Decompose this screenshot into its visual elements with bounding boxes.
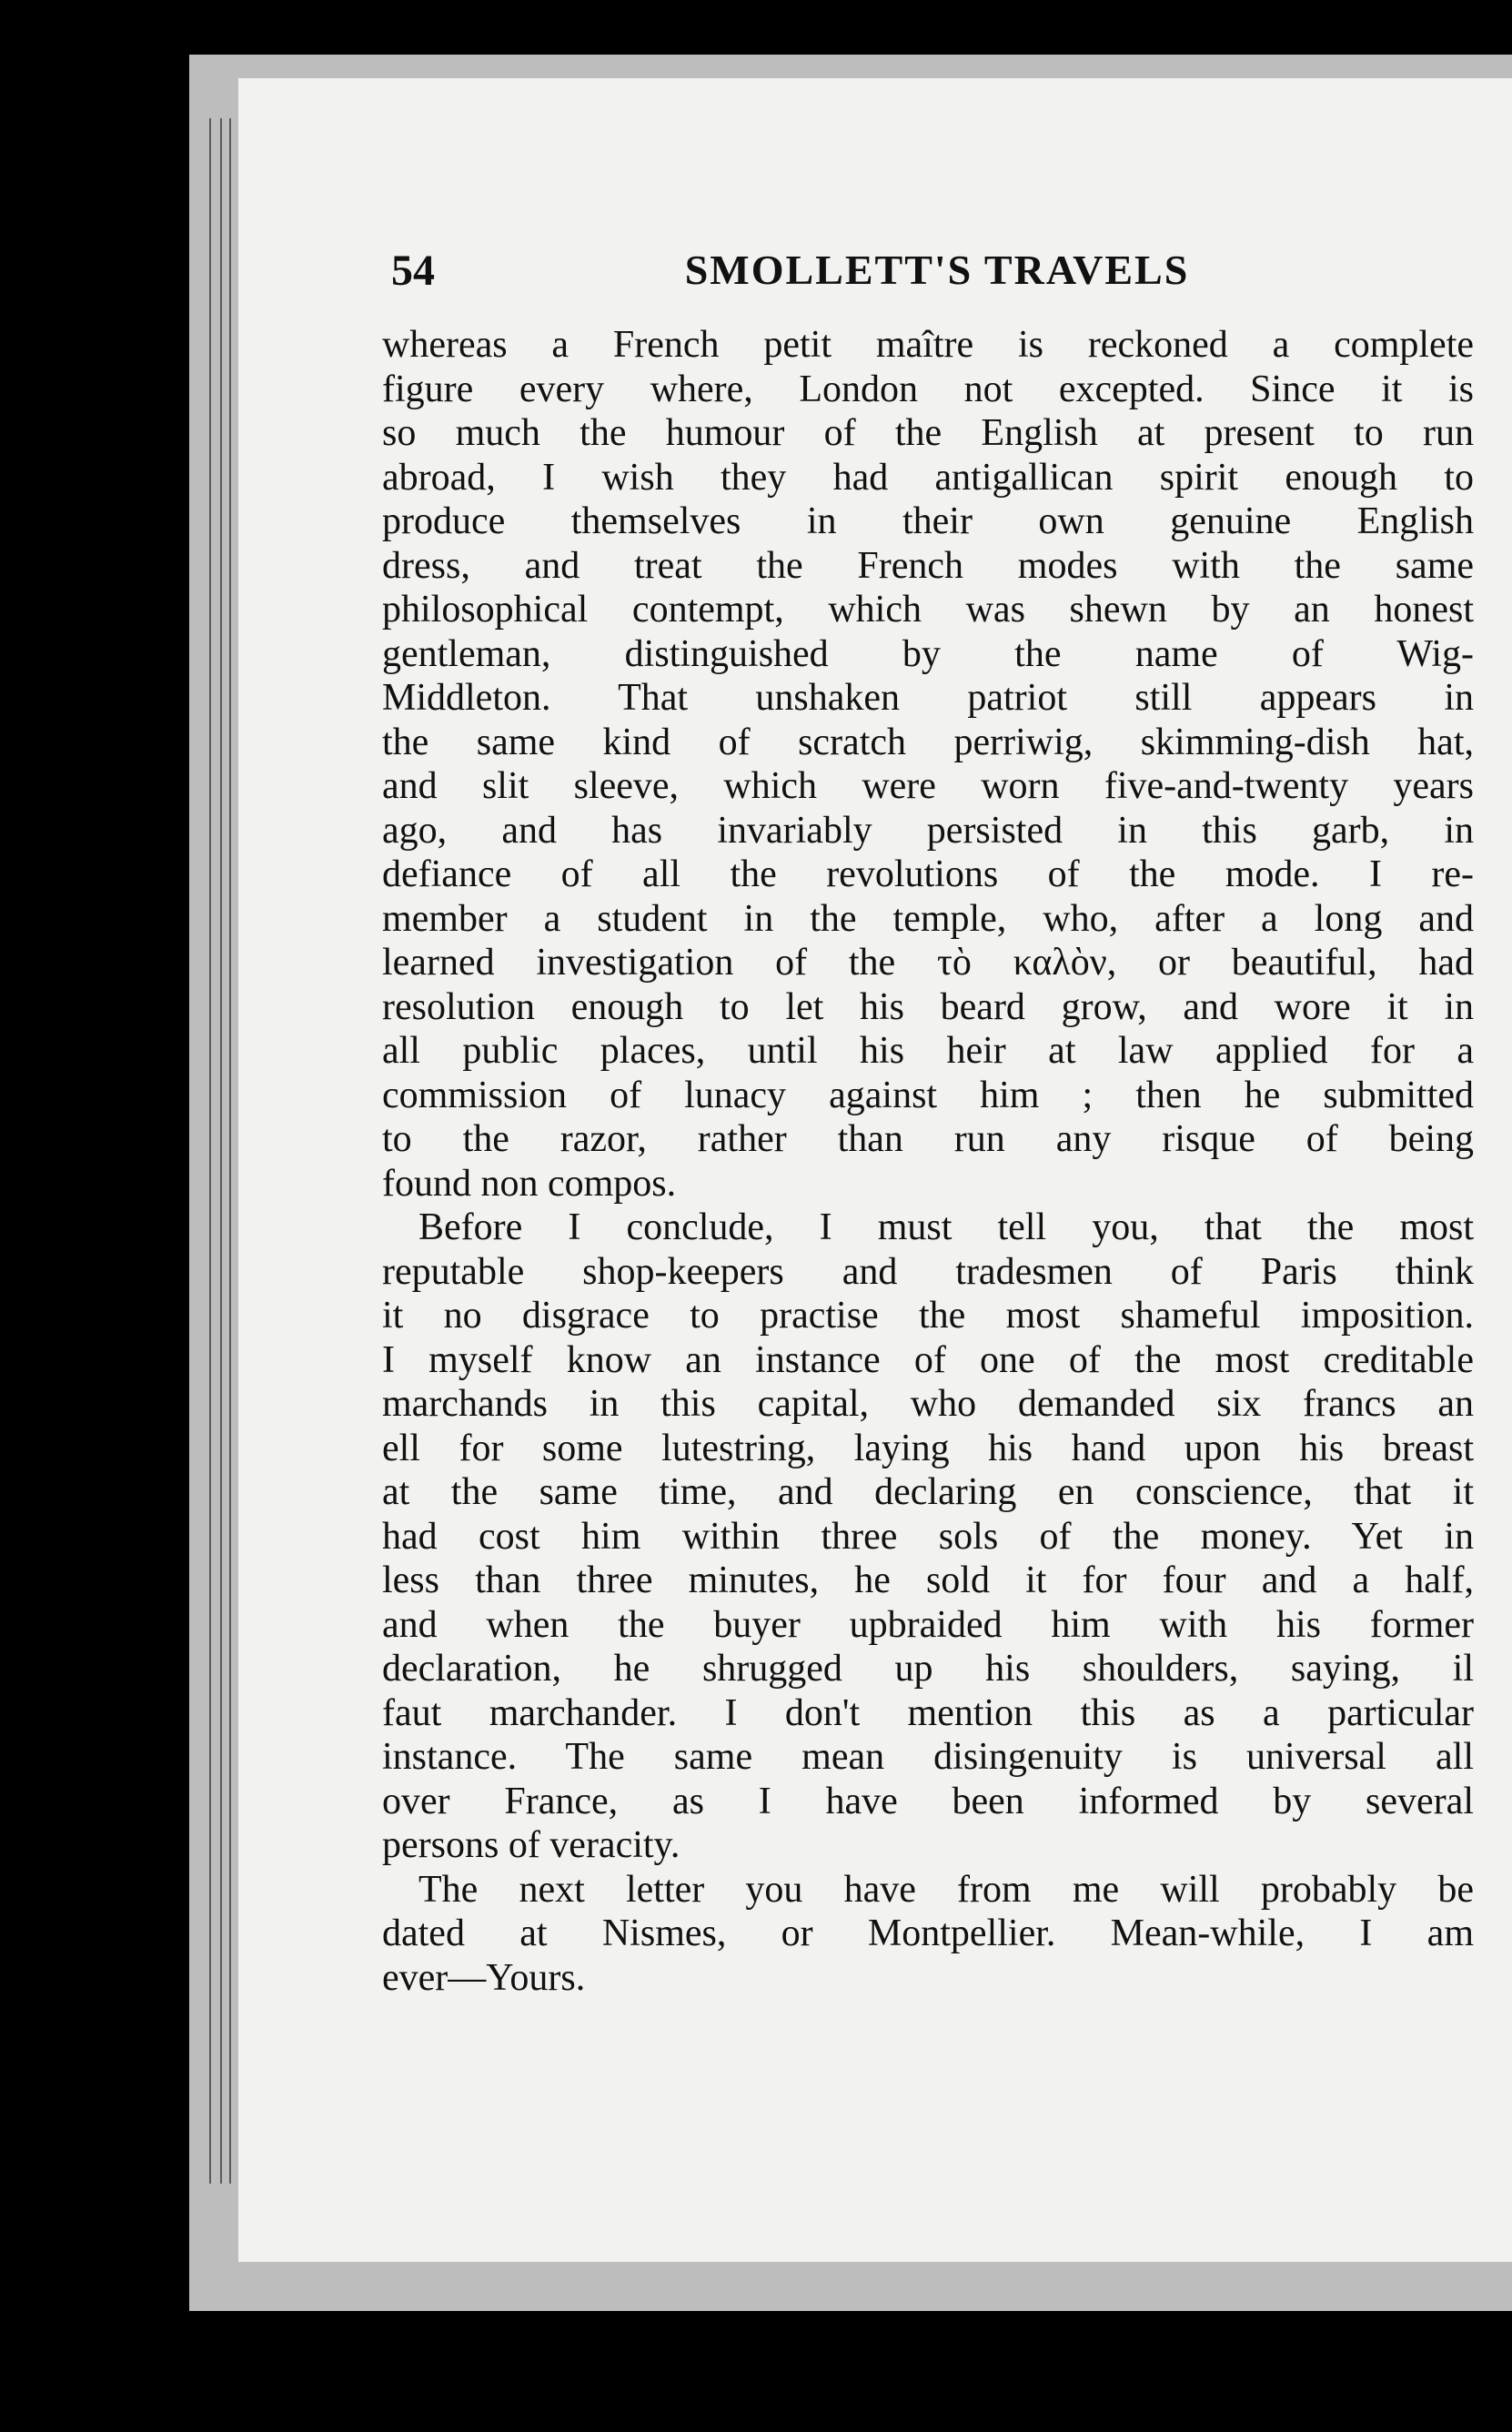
text-line: resolution enough to let his beard grow, and wore it in <box>382 985 1474 1028</box>
text-line: and when the buyer upbraided him with his former <box>382 1603 1474 1646</box>
text-line: Before I conclude, I must tell you, that the most <box>418 1206 1474 1248</box>
text-line: produce themselves in their own genuine English <box>382 500 1474 542</box>
text-line: The next letter you have from me will probably be <box>418 1868 1474 1911</box>
text-line: at the same time, and declaring en conscience, that it <box>382 1471 1474 1513</box>
text-line: instance. The same mean disingenuity is universal all <box>382 1736 1474 1778</box>
text-line: over France, as I have been informed by several <box>382 1780 1474 1822</box>
text-line: faut marchander. I don't mention this as a particular <box>382 1691 1474 1734</box>
text-line: whereas a French petit maître is reckoned a complete <box>382 324 1474 366</box>
text-line: found non compos. <box>382 1162 677 1205</box>
text-line: figure every where, London not excepted. Since it is <box>382 368 1474 410</box>
text-line: ell for some lutestring, laying his hand upon his breast <box>382 1427 1474 1469</box>
text-line: ago, and has invariably persisted in this garb, in <box>382 809 1474 852</box>
text-line: all public places, until his heir at law applied for a <box>382 1030 1474 1072</box>
text-line: ever—Yours. <box>382 1956 586 1999</box>
page-edge-line <box>229 118 231 2184</box>
text-line: philosophical contempt, which was shewn by an honest <box>382 589 1474 631</box>
text-line: Middleton. That unshaken patriot still appears in <box>382 677 1474 719</box>
text-line: the same kind of scratch perriwig, skimming-dish hat, <box>382 721 1474 763</box>
text-line: learned investigation of the τὸ καλὸν, or beautiful, had <box>382 942 1474 984</box>
text-line: defiance of all the revolutions of the mode. I re- <box>382 853 1474 895</box>
body-text <box>382 323 1474 2000</box>
running-title: SMOLLETT'S TRAVELS <box>684 247 1190 293</box>
text-line: reputable shop-keepers and tradesmen of Paris think <box>382 1250 1474 1293</box>
text-line: it no disgrace to practise the most shameful imposition. <box>382 1295 1474 1337</box>
text-line: gentleman, distinguished by the name of Wig- <box>382 632 1474 675</box>
text-line: declaration, he shrugged up his shoulders, saying, il <box>382 1648 1474 1690</box>
page-number: 54 <box>391 247 435 295</box>
text-line: less than three minutes, he sold it for four and a half, <box>382 1559 1474 1601</box>
text-line: and slit sleeve, which were worn five-and-twenty years <box>382 765 1474 807</box>
text-line: had cost him within three sols of the money. Yet in <box>382 1515 1474 1558</box>
text-line: to the razor, rather than run any risque of being <box>382 1118 1474 1160</box>
text-line: I myself know an instance of one of the most creditable <box>382 1338 1474 1381</box>
text-line: member a student in the temple, who, after a long and <box>382 897 1474 940</box>
page-edge-line <box>220 118 222 2184</box>
page-edge-line <box>209 118 211 2184</box>
text-line: persons of veracity. <box>382 1824 680 1866</box>
text-line: marchands in this capital, who demanded six francs an <box>382 1383 1474 1425</box>
text-line: so much the humour of the English at present to run <box>382 412 1474 454</box>
text-line: commission of lunacy against him ; then he submitted <box>382 1074 1474 1116</box>
text-line: dress, and treat the French modes with the same <box>382 544 1474 587</box>
text-line: abroad, I wish they had antigallican spirit enough to <box>382 456 1474 499</box>
text-line: dated at Nismes, or Montpellier. Mean-while, I am <box>382 1912 1474 1954</box>
page-header <box>391 246 1410 309</box>
